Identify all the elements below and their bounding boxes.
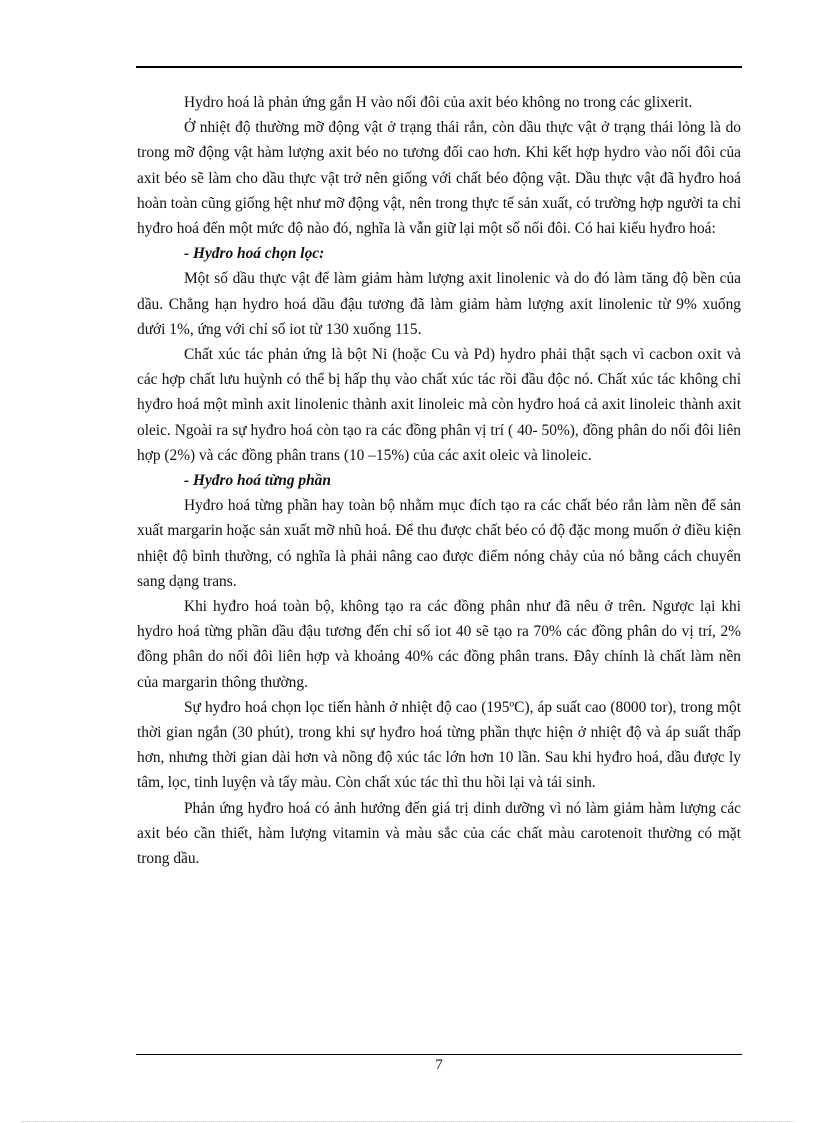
page-number: 7 — [435, 1057, 443, 1073]
paragraph-6: Khi hyđro hoá toàn bộ, không tạo ra các đồng phân như đã nêu ở trên. Ngược lại khi hydro hoá từng phần dầu đậu tương đến chỉ số iot 40 sẽ tạo ra 70% các đồng phân do vị trí, 2% đồng phân do nối đôi liên hợp và khoảng 40% các đồng phân trans. Đây chính là chất làm nền của margarin thông thường. — [137, 598, 741, 691]
section-heading-selective-hydrogenation: - Hyđro hoá chọn lọc: — [184, 245, 325, 263]
paragraph-5: Hyđro hoá từng phần hay toàn bộ nhằm mục đích tạo ra các chất béo rắn làm nền để sản xuất margarin hoặc sản xuất mỡ nhũ hoá. Để thu được chất béo có độ đặc mong muốn ở điều kiện nhiệt độ bình thường, có nghĩa là phải nâng cao được điểm nóng chảy của nó bằng cách chuyển sang dạng trans. — [137, 497, 741, 590]
paragraph-2: Ở nhiệt độ thường mỡ động vật ở trạng thái rắn, còn dầu thực vật ở trạng thái lỏng là do trong mỡ động vật hàm lượng axit béo no tương đối cao hơn. Khi kết hợp hydro vào nối đôi của axit béo sẽ làm cho dầu thực vật trở nên giống với chất béo động vật. Dầu thực vật đã hyđro hoá hoàn toàn cũng giống hệt như mỡ động vật, nên trong thực tế sản xuất, có trường hợp người ta chỉ hyđro hoá đến một mức độ nào đó, nghĩa là vẫn giữ lại một số nối đôi. Có hai kiểu hyđro hoá: — [137, 119, 741, 238]
page-boundary — [22, 1121, 794, 1122]
paragraph-8: Phản ứng hyđro hoá có ảnh hưởng đến giá trị dinh dưỡng vì nó làm giảm hàm lượng các axit béo cần thiết, hàm lượng vitamin và màu sắc của các chất màu carotenoit thường có mặt trong dầu. — [137, 799, 741, 868]
section-heading-partial-hydrogenation: - Hyđro hoá từng phần — [184, 472, 331, 490]
paragraph-3: Một số dầu thực vật để làm giảm hàm lượng axit linolenic và do đó làm tăng độ bền của dầu. Chẳng hạn hydro hoá dầu đậu tương đã làm giảm hàm lượng axit linolenic từ 9% xuống dưới 1%, ứng với chỉ số iot từ 130 xuống 115. — [137, 270, 741, 338]
document-body — [137, 90, 741, 871]
header-rule — [136, 66, 742, 68]
paragraph-4: Chất xúc tác phản ứng là bột Ni (hoặc Cu và Pd) hydro phải thật sạch vì cacbon oxit và các hợp chất lưu huỳnh có thể bị hấp thụ vào chất xúc tác rồi đầu độc nó. Chất xúc tác không chỉ hyđro hoá một mình axit linolenic thành axit linoleic mà còn hyđro hoá cả axit linoleic thành axit oleic. Ngoài ra sự hyđro hoá còn tạo ra các đồng phân vị trí ( 40- 50%), đồng phân do nối đôi liên hợp (2%) và các đồng phân trans (10 –15%) của các axit oleic và linoleic. — [137, 346, 741, 464]
paragraph-1: Hydro hoá là phản ứng gắn H vào nối đôi của axit béo không no trong các glixerit. — [184, 94, 693, 111]
paragraph-7: Sự hyđro hoá chọn lọc tiến hành ở nhiệt độ cao (195ºC), áp suất cao (8000 tor), trong một thời gian ngắn (30 phút), trong khi sự hyđro hoá từng phần thực hiện ở nhiệt độ và áp suất thấp hơn, nhưng thời gian dài hơn và nồng độ xúc tác lớn hơn 10 lần. Sau khi hyđro hoá, dầu được ly tâm, lọc, tinh luyện và tẩy màu. Còn chất xúc tác thì thu hồi lại và tái sinh. — [137, 698, 741, 792]
